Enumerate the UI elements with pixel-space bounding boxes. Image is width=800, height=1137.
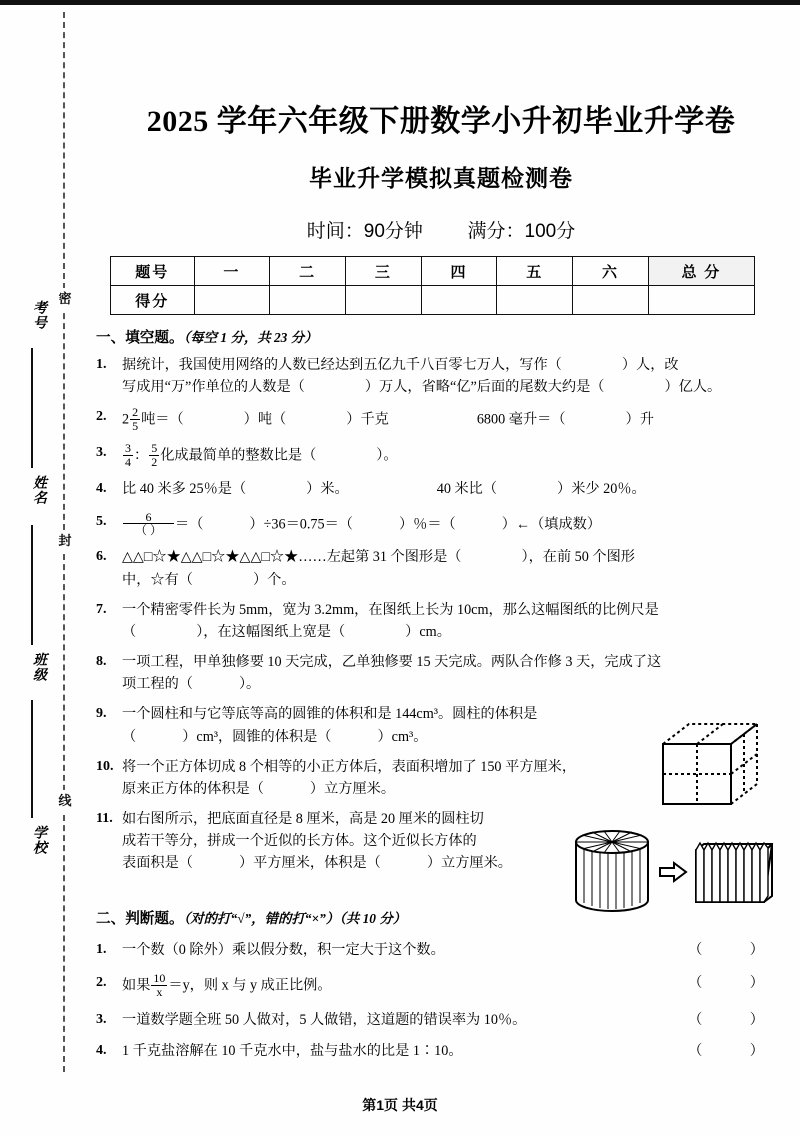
judge-question-4 — [96, 1040, 786, 1062]
info-field-xuexiao: 学校 — [31, 825, 46, 855]
q8-line1: 一项工程，甲单独修要 10 天完成，乙单独修要 15 天完成。两队合作修 3 天，完成了这 — [122, 654, 662, 671]
time-label: 时间：90分钟 — [306, 221, 423, 242]
q2-denominator: 5 — [132, 418, 139, 433]
q1-line1b: ）人，改 — [621, 357, 679, 374]
q3-b: ）。 — [376, 448, 398, 465]
q3-fraction-2 — [149, 442, 159, 468]
judge-q2-denominator: x — [151, 985, 167, 998]
question-11 — [96, 808, 592, 874]
q4-b: ）米。 — [306, 481, 349, 498]
question-4 — [96, 478, 786, 500]
score-cell-2[interactable] — [270, 286, 346, 315]
q9-line2b: ）cm³，圆锥的体积是（ — [182, 728, 332, 745]
exam-meta — [96, 216, 786, 243]
judge-q2-fraction — [151, 972, 167, 998]
q2-e: ）升 — [625, 412, 654, 429]
judge-q2-post: ＝y，则 x 与 y 成正比例。 — [168, 978, 332, 995]
question-number: 3. — [96, 445, 107, 461]
q2-fraction — [130, 406, 140, 432]
q7-line2c: ）cm。 — [405, 623, 451, 640]
table-row-scores — [111, 286, 755, 315]
full-score-label: 满分：100分 — [467, 221, 576, 242]
page-footer: 第1页 共4页 — [362, 1097, 438, 1113]
q4-c: 40 米比（ — [436, 481, 498, 498]
q2-c: ）千克 — [346, 412, 389, 429]
q6-d: ）个。 — [252, 571, 296, 588]
seal-word-text: 封 — [58, 533, 72, 548]
info-line-3 — [31, 700, 33, 818]
q5-numerator: 6 — [145, 509, 152, 524]
info-line-1 — [31, 348, 33, 468]
judge-q3-answer-box[interactable]: （ ） — [688, 1012, 786, 1029]
col-header-2: 二 — [270, 257, 346, 286]
table-row-header — [111, 257, 755, 286]
question-number: 7. — [96, 601, 107, 617]
question-3 — [96, 442, 786, 468]
info-field-kaohao: 考号 — [31, 300, 46, 330]
question-number: 1. — [96, 942, 107, 958]
section-judge — [96, 908, 786, 1063]
score-cell-5[interactable] — [497, 286, 573, 315]
seal-word-mi — [52, 288, 78, 310]
seal-word-text: 密 — [58, 291, 72, 306]
section-heading-text: 二、判断题。 — [96, 911, 184, 927]
page-subtitle: 毕业升学模拟真题检测卷 — [309, 165, 573, 191]
question-number: 4. — [96, 1043, 107, 1059]
question-9 — [96, 703, 682, 747]
judge-q3-text: 一道数学题全班 50 人做对，5 人做错，这道题的错误率为 10％。 — [122, 1012, 527, 1029]
q11-line3b: ）平方厘米，体积是（ — [238, 855, 381, 872]
question-number: 2. — [96, 409, 107, 425]
q10-line2a: 原来正方体的体积是（ — [122, 780, 264, 797]
q9-line1: 一个圆柱和与它等底等高的圆锥的体积和是 144cm³。圆柱的体积是 — [122, 706, 538, 723]
cube-divided-svg — [655, 718, 773, 810]
score-cell-3[interactable] — [345, 286, 421, 315]
q4-d: ）米少 20％。 — [557, 481, 646, 498]
question-8 — [96, 651, 786, 695]
col-header-total: 总 分 — [648, 257, 754, 286]
judge-question-1 — [96, 939, 786, 961]
judge-q1-text: 一个数（0 除外）乘以假分数，积一定大于这个数。 — [122, 942, 445, 959]
q8-line2b: ）。 — [238, 676, 261, 693]
q5-a: ＝（ — [175, 516, 204, 533]
cylinder-to-cuboid-svg — [568, 822, 780, 922]
judge-q1-answer-box[interactable]: （ ） — [688, 942, 786, 959]
section-points-text: （对的打“√”，错的打“×”）（共 10 分） — [183, 911, 407, 926]
q2-mixed-number — [122, 406, 141, 432]
q2-whole: 2 — [122, 412, 130, 429]
q7-line1: 一个精密零件长为 5mm，宽为 3.2mm，在图纸上长为 10cm，那么这幅图纸的比例尺是 — [122, 601, 659, 618]
info-field-banji: 班级 — [31, 652, 46, 682]
col-header-5: 五 — [497, 257, 573, 286]
question-number: 10. — [96, 758, 114, 774]
score-table — [110, 256, 755, 315]
q9-line2a: （ — [122, 728, 137, 745]
question-2 — [96, 406, 786, 432]
q5-b: ）÷36＝0.75＝（ — [249, 516, 353, 533]
judge-q2-pre: 如果 — [122, 978, 151, 995]
q3-fraction-1 — [123, 442, 133, 468]
score-cell-1[interactable] — [194, 286, 270, 315]
seal-margin — [0, 0, 96, 1137]
q1-line1a: 据统计，我国使用网络的人数已经达到五亿九千八百零七万人，写作（ — [122, 357, 562, 374]
judge-question-2 — [96, 972, 786, 998]
q11-line1: 如右图所示，把底面直径是 8 厘米，高是 20 厘米的圆柱切 — [122, 811, 484, 828]
q4-a: 比 40 米多 25％是（ — [122, 481, 247, 498]
score-cell-6[interactable] — [573, 286, 649, 315]
score-cell-4[interactable] — [421, 286, 497, 315]
question-6 — [96, 546, 786, 590]
q10-line1: 将一个正方体切成 8 个相等的小正方体后，表面积增加了 150 平方厘米， — [122, 758, 577, 775]
section-points-text: （每空 1 分，共 23 分） — [183, 330, 318, 345]
q1-line2b: ）万人，省略“亿”后面的尾数大约是（ — [364, 379, 605, 396]
q3-colon: ： — [134, 448, 149, 465]
q8-line2a: 项工程的（ — [122, 676, 193, 693]
q11-line3c: ）立方厘米。 — [426, 855, 512, 872]
judge-q4-text: 1 千克盐溶解在 10 千克水中，盐与盐水的比是 1∶10。 — [122, 1043, 463, 1060]
q2-b: ）吨（ — [243, 412, 287, 429]
judge-q2-answer-box[interactable]: （ ） — [688, 975, 786, 992]
question-7 — [96, 599, 786, 643]
q1-line2c: ）亿人。 — [664, 379, 722, 396]
q3-num1: 3 — [125, 441, 131, 456]
col-header-4: 四 — [421, 257, 497, 286]
question-number: 3. — [96, 1012, 107, 1028]
judge-question-3 — [96, 1009, 786, 1031]
q5-fraction — [123, 511, 174, 537]
q2-d: 6800 毫升＝（ — [476, 412, 566, 429]
q6-shape-pattern: △△□☆★△△□☆★△△□☆★…… — [122, 549, 327, 566]
col-header-6: 六 — [573, 257, 649, 286]
q5-denominator-blank[interactable]: （ ） — [123, 523, 174, 536]
col-header-3: 三 — [345, 257, 421, 286]
question-1 — [96, 354, 786, 398]
question-10 — [96, 756, 682, 800]
q11-line2: 成若干等分，拼成一个近似的长方体。这个近似长方体的 — [122, 833, 477, 850]
q3-a: 化成最简单的整数比是（ — [160, 448, 317, 465]
info-field-xingming: 姓名 — [31, 475, 46, 505]
row-label-defen: 得分 — [111, 286, 195, 315]
cylinder-figure — [568, 822, 780, 922]
q3-num2: 5 — [151, 441, 158, 456]
q6-c: 中，☆有（ — [122, 571, 193, 588]
arrow-right-icon — [660, 863, 686, 881]
section-heading-fill — [96, 327, 786, 349]
question-number: 6. — [96, 549, 107, 565]
q3-den1: 4 — [125, 454, 131, 469]
question-number: 1. — [96, 357, 107, 373]
score-cell-total[interactable] — [648, 286, 754, 315]
question-number: 9. — [96, 706, 107, 722]
page-title: 2025 学年六年级下册数学小升初毕业升学卷 — [146, 105, 736, 138]
info-line-2 — [31, 525, 33, 645]
q9-line2c: ）cm³。 — [377, 728, 428, 745]
question-number: 5. — [96, 513, 107, 529]
section-heading-judge — [96, 908, 786, 930]
q10-line2b: ）立方厘米。 — [309, 780, 396, 797]
q6-b: ），在前 50 个图形 — [521, 549, 635, 566]
question-number: 11. — [96, 811, 113, 827]
q5-c: ）％＝（ — [398, 516, 456, 533]
question-number: 8. — [96, 654, 107, 670]
q7-line2b: ），在这幅图纸上宽是（ — [196, 623, 346, 640]
q11-line3a: 表面积是（ — [122, 855, 193, 872]
q2-numerator: 2 — [132, 405, 139, 420]
q6-a: 左起第 31 个图形是（ — [326, 549, 462, 566]
cube-figure — [655, 718, 773, 810]
q5-d: ）←（填成数） — [501, 516, 602, 533]
q7-line2a: （ — [122, 623, 137, 640]
question-number: 4. — [96, 481, 107, 497]
seal-word-xian — [52, 790, 78, 812]
question-number: 2. — [96, 975, 107, 991]
row-label-tihao: 题号 — [111, 257, 195, 286]
seal-word-text: 线 — [58, 793, 72, 808]
col-header-1: 一 — [194, 257, 270, 286]
q1-line2a: 写成用“万”作单位的人数是（ — [122, 379, 305, 396]
page-top-edge — [0, 0, 800, 5]
judge-q4-answer-box[interactable]: （ ） — [688, 1043, 786, 1060]
judge-q2-numerator: 10 — [153, 971, 166, 986]
section-heading-text: 一、填空题。 — [96, 330, 184, 346]
q2-a: 吨＝（ — [141, 412, 184, 429]
q3-den2: 2 — [151, 454, 158, 469]
seal-word-feng — [52, 530, 78, 552]
question-5 — [96, 511, 786, 537]
